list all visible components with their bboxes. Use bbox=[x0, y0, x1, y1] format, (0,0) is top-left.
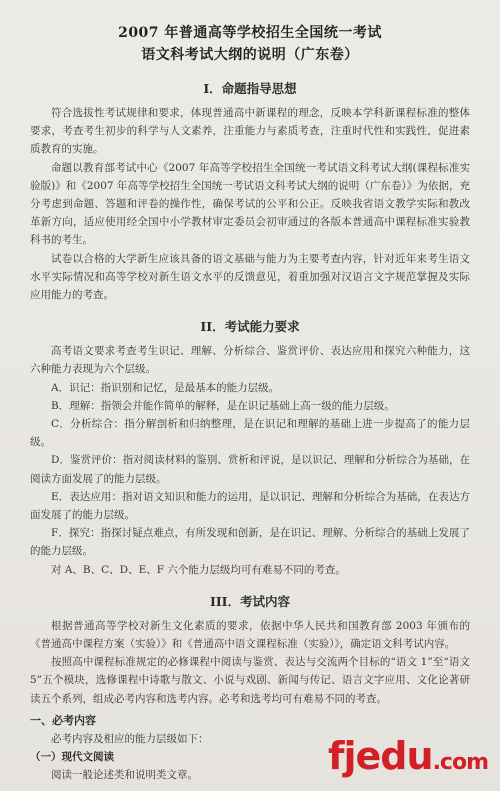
section2-item-e: E．表达应用：指对语文知识和能力的运用，是以识记、理解和分析综合为基础，在表达方面发展了的能力层级。 bbox=[30, 490, 470, 522]
section2-item-d: D．鉴赏评价：指对阅读材料的鉴别、赏析和评说，是以识记、理解和分析综合为基础，在阅读方面发展了的能力层级。 bbox=[30, 454, 470, 485]
section2-item-f: F．探究：指探讨疑点难点，有所发现和创新，是在识记、理解、分析综合的基础上发展了的能力层级。 bbox=[30, 527, 470, 558]
section3-paragraph-2: 按照高中课程标准规定的必修课程中阅读与鉴赏、表达与交流两个目标的“语文 1”至“语文 5”五个模块，选修课程中诗歌与散文、小说与戏剧、新闻与传记、语言文字应用、文化论著研读五个系列，组成必考内容和选考内容。必考和选考均可有难易不同的考查。 bbox=[30, 656, 470, 705]
subheading-required-content: 一、必考内容 bbox=[30, 713, 96, 727]
watermark-part-fj: fj bbox=[327, 734, 356, 778]
section1-paragraph-2: 命题以教育部考试中心《2007 年高等学校招生全国统一考试语文科考试大纲(课程标准实验版)》和《2007 年高等学校招生全国统一考试语文科考试大纲的说明（广东卷）》为依据，充分考虑到命题、答题和评卷的操作性，确保考试的公平和公正。反映我省语文教学实际和教改革新方向，适应使用经全国中小学教材审定委员会初审通过的各版本普通高中课程标准实验教科书的考生。 bbox=[30, 161, 470, 247]
required-content-intro: 必考内容及相应的能力层级如下： bbox=[51, 732, 209, 745]
section2-item-b: B．理解：指领会并能作简单的解释，是在识记基础上高一级的能力层级。 bbox=[51, 399, 395, 412]
document-title-line2: 语文科考试大纲的说明（广东卷） bbox=[141, 47, 359, 63]
section-heading-3: III．考试内容 bbox=[209, 593, 291, 609]
section2-item-c: C．分析综合：指分解剖析和归纳整理，是在识记和理解的基础上进一步提高了的能力层级。 bbox=[30, 418, 470, 449]
site-watermark-logo bbox=[328, 736, 488, 783]
section1-paragraph-1: 符合选拔性考试规律和要求，体现普通高中新课程的理念，反映本学科新课程标准的整体要求，考查考生初步的科学与人文素养，注重能力与素质考查，注重时代性和实践性，促进素质教育的实施。 bbox=[30, 107, 470, 156]
section-heading-1: I．命题指导思想 bbox=[203, 81, 297, 96]
section-heading-2: II．考试能力要求 bbox=[200, 319, 300, 335]
section2-item-a: A．识记：指识别和记忆，是最基本的能力层级。 bbox=[51, 381, 280, 394]
document-title-line1: 2007 年普通高等学校招生全国统一考试 bbox=[118, 25, 382, 41]
modern-reading-text: 阅读一般论述类和说明类文章。 bbox=[51, 769, 198, 782]
section1-paragraph-3: 试卷以合格的大学新生应该具备的语文基础与能力为主要考查内容，针对近年来考生语文水平实际情况和高等学校对新生语文水平的反馈意见，着重加强对汉语言文字规范掌握及实际应用能力的考查。 bbox=[30, 252, 470, 302]
section2-paragraph-1: 高考语文要求考查考生识记、理解、分析综合、鉴赏评价、表达应用和探究六种能力，这六种能力表现为六个层级。 bbox=[30, 345, 470, 376]
watermark-part-edu: edu bbox=[355, 734, 433, 778]
section3-paragraph-1: 根据普通高等学校对新生文化素质的要求，依据中华人民共和国教育部 2003 年颁布的《普通高中课程方案（实验）》和《普通高中语文课程标准（实验）》，确定语文科考试内容。 bbox=[30, 619, 470, 651]
subheading-modern-reading: （一）现代文阅读 bbox=[30, 751, 114, 764]
section2-closing: 对 A、B、C、D、E、F 六个能力层级均可有难易不同的考查。 bbox=[51, 563, 346, 576]
watermark-part-com: .com bbox=[432, 750, 488, 775]
